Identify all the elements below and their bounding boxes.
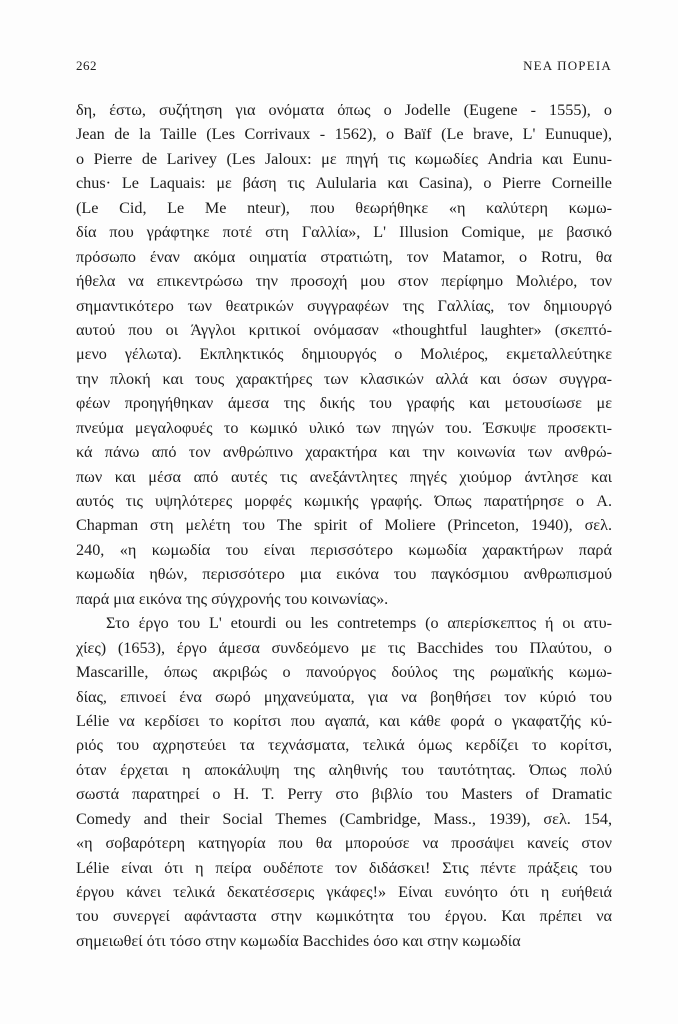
text-line: όταν έρχεται η αποκάλυψη της αληθινής του ταυτότητας. Όπως πολύ [76, 760, 612, 779]
text-line: πρόσωπο έναν ακόμα οιηματία στρατιώτη, τον Matamor, ο Rotru, θα [76, 247, 612, 266]
text-line: chus· Le Laquais: με βάση τις Aulularia και Casina), ο Pierre Corneille [76, 174, 612, 193]
page-header [76, 58, 612, 78]
text-line: κά πάνω από τον ανθρώπινο χαρακτήρα και την κοινωνία των ανθρώ- [76, 443, 612, 462]
page-number: 262 [76, 58, 97, 73]
text-line: ριός του αχρηστεύει τα τεχνάσματα, τελικά όμως κερδίζει το κορίτσι, [76, 736, 612, 755]
text-line: 240, «η κωμωδία του είναι περισσότερο κωμωδία χαρακτήρων παρά [76, 540, 612, 559]
text-line: «η σοβαρότερη κατηγορία που θα μπορούσε να προσάψει κανείς στον [76, 834, 612, 853]
text-line: (Le Cid, Le Me nteur), που θεωρήθηκε «η καλύτερη κωμω- [76, 198, 612, 217]
text-line: δη, έστω, συζήτηση για ονόματα όπως ο Jodelle (Eugene - 1555), ο [76, 101, 612, 119]
text-line: Lélie είναι ότι η πείρα ουδέποτε τον διδάσκει! Στις πέντε πράξεις του [76, 858, 612, 877]
text-line: φέων προηγήθηκαν άμεσα της δικής του γραφής και μετουσίωσε με [76, 394, 612, 413]
text-line: δίας, επινοεί ένα σωρό μηχανεύματα, για να βοηθήσει τον κύριό του [76, 687, 612, 706]
text-line: Comedy and their Social Themes (Cambridge, Mass., 1939), σελ. 154, [76, 809, 612, 828]
text-line: μενο γέλωτα). Εκπληκτικός δημιουργός ο Μολιέρος, εκμεταλλεύτηκε [76, 345, 612, 364]
text-line: Στο έργο του L' etourdi ou les contretemps (ο απερίσκεπτος ή οι ατυ- [106, 614, 612, 633]
text-line: παρά μια εικόνα της σύγχρονής του κοινωνίας». [76, 589, 389, 608]
text-line: ο Pierre de Larivey (Les Jaloux: με πηγή τις κωμωδίες Andria και Eunu- [76, 149, 612, 168]
text-line: την πλοκή και τους χαρακτήρες των κλασικών αλλά και όσων συγγρα- [76, 369, 612, 388]
text-line: κωμωδία ηθών, περισσότερο μια εικόνα του παγκόσμιου ανθρωπισμού [76, 565, 612, 584]
text-line: Chapman στη μελέτη του The spirit of Moliere (Princeton, 1940), σελ. [76, 516, 612, 535]
body-text [76, 98, 612, 953]
text-line: σωστά παρατηρεί ο H. T. Perry στο βιβλίο του Masters of Dramatic [76, 785, 612, 804]
text-line: του συνεργεί αφάνταστα στην κωμικότητα του έργου. Και πρέπει να [76, 907, 612, 926]
text-line: αυτού που οι Άγγλοι κριτικοί ονόμασαν «thoughtful laughter» (σκεπτό- [76, 320, 612, 339]
text-line: πων και μέσα από αυτές τις ανεξάντλητες πηγές χιούμορ άντλησε και [76, 467, 612, 486]
text-line: Jean de la Taille (Les Corrivaux - 1562), ο Baïf (Le brave, L' Eunuque), [76, 125, 612, 144]
text-line: ήθελα να επικεντρώσω την προσοχή μου στον περίφημο Μολιέρο, τον [76, 272, 612, 291]
running-title: ΝΕΑ ΠΟΡΕΙΑ [523, 58, 612, 73]
text-line: έργου κάνει τελικά δεκατέσσερις γκάφες!» Είναι ευνόητο ότι η ευήθειά [76, 883, 612, 901]
text-line: Mascarille, όπως ακριβώς ο πανούργος δούλος της ρωμαϊκής κωμω- [76, 663, 612, 682]
paragraph [76, 98, 612, 611]
text-line: σημαντικότερο των θεατρικών συγγραφέων της Γαλλίας, τον δημιουργό [76, 296, 612, 315]
text-line: χίες) (1653), έργο άμεσα συνδεόμενο με τις Bacchides του Πλαύτου, ο [76, 638, 612, 657]
text-line: σημειωθεί ότι τόσο στην κωμωδία Bacchides όσο και στην κωμωδία [76, 931, 521, 950]
text-line: πνεύμα μεγαλοφυές το κωμικό υλικό των πηγών του. Έσκυψε προσεκτι- [76, 418, 612, 437]
paragraph [76, 611, 612, 953]
text-line: Lélie να κερδίσει το κορίτσι που αγαπά, και κάθε φορά ο γκαφατζής κύ- [76, 711, 612, 730]
text-line: δία που γράφτηκε ποτέ στη Γαλλία», L' Illusion Comique, με βασικό [76, 223, 612, 242]
text-line: αυτός τις υψηλότερες μορφές κωμικής γραφής. Όπως παρατήρησε ο A. [76, 492, 612, 510]
